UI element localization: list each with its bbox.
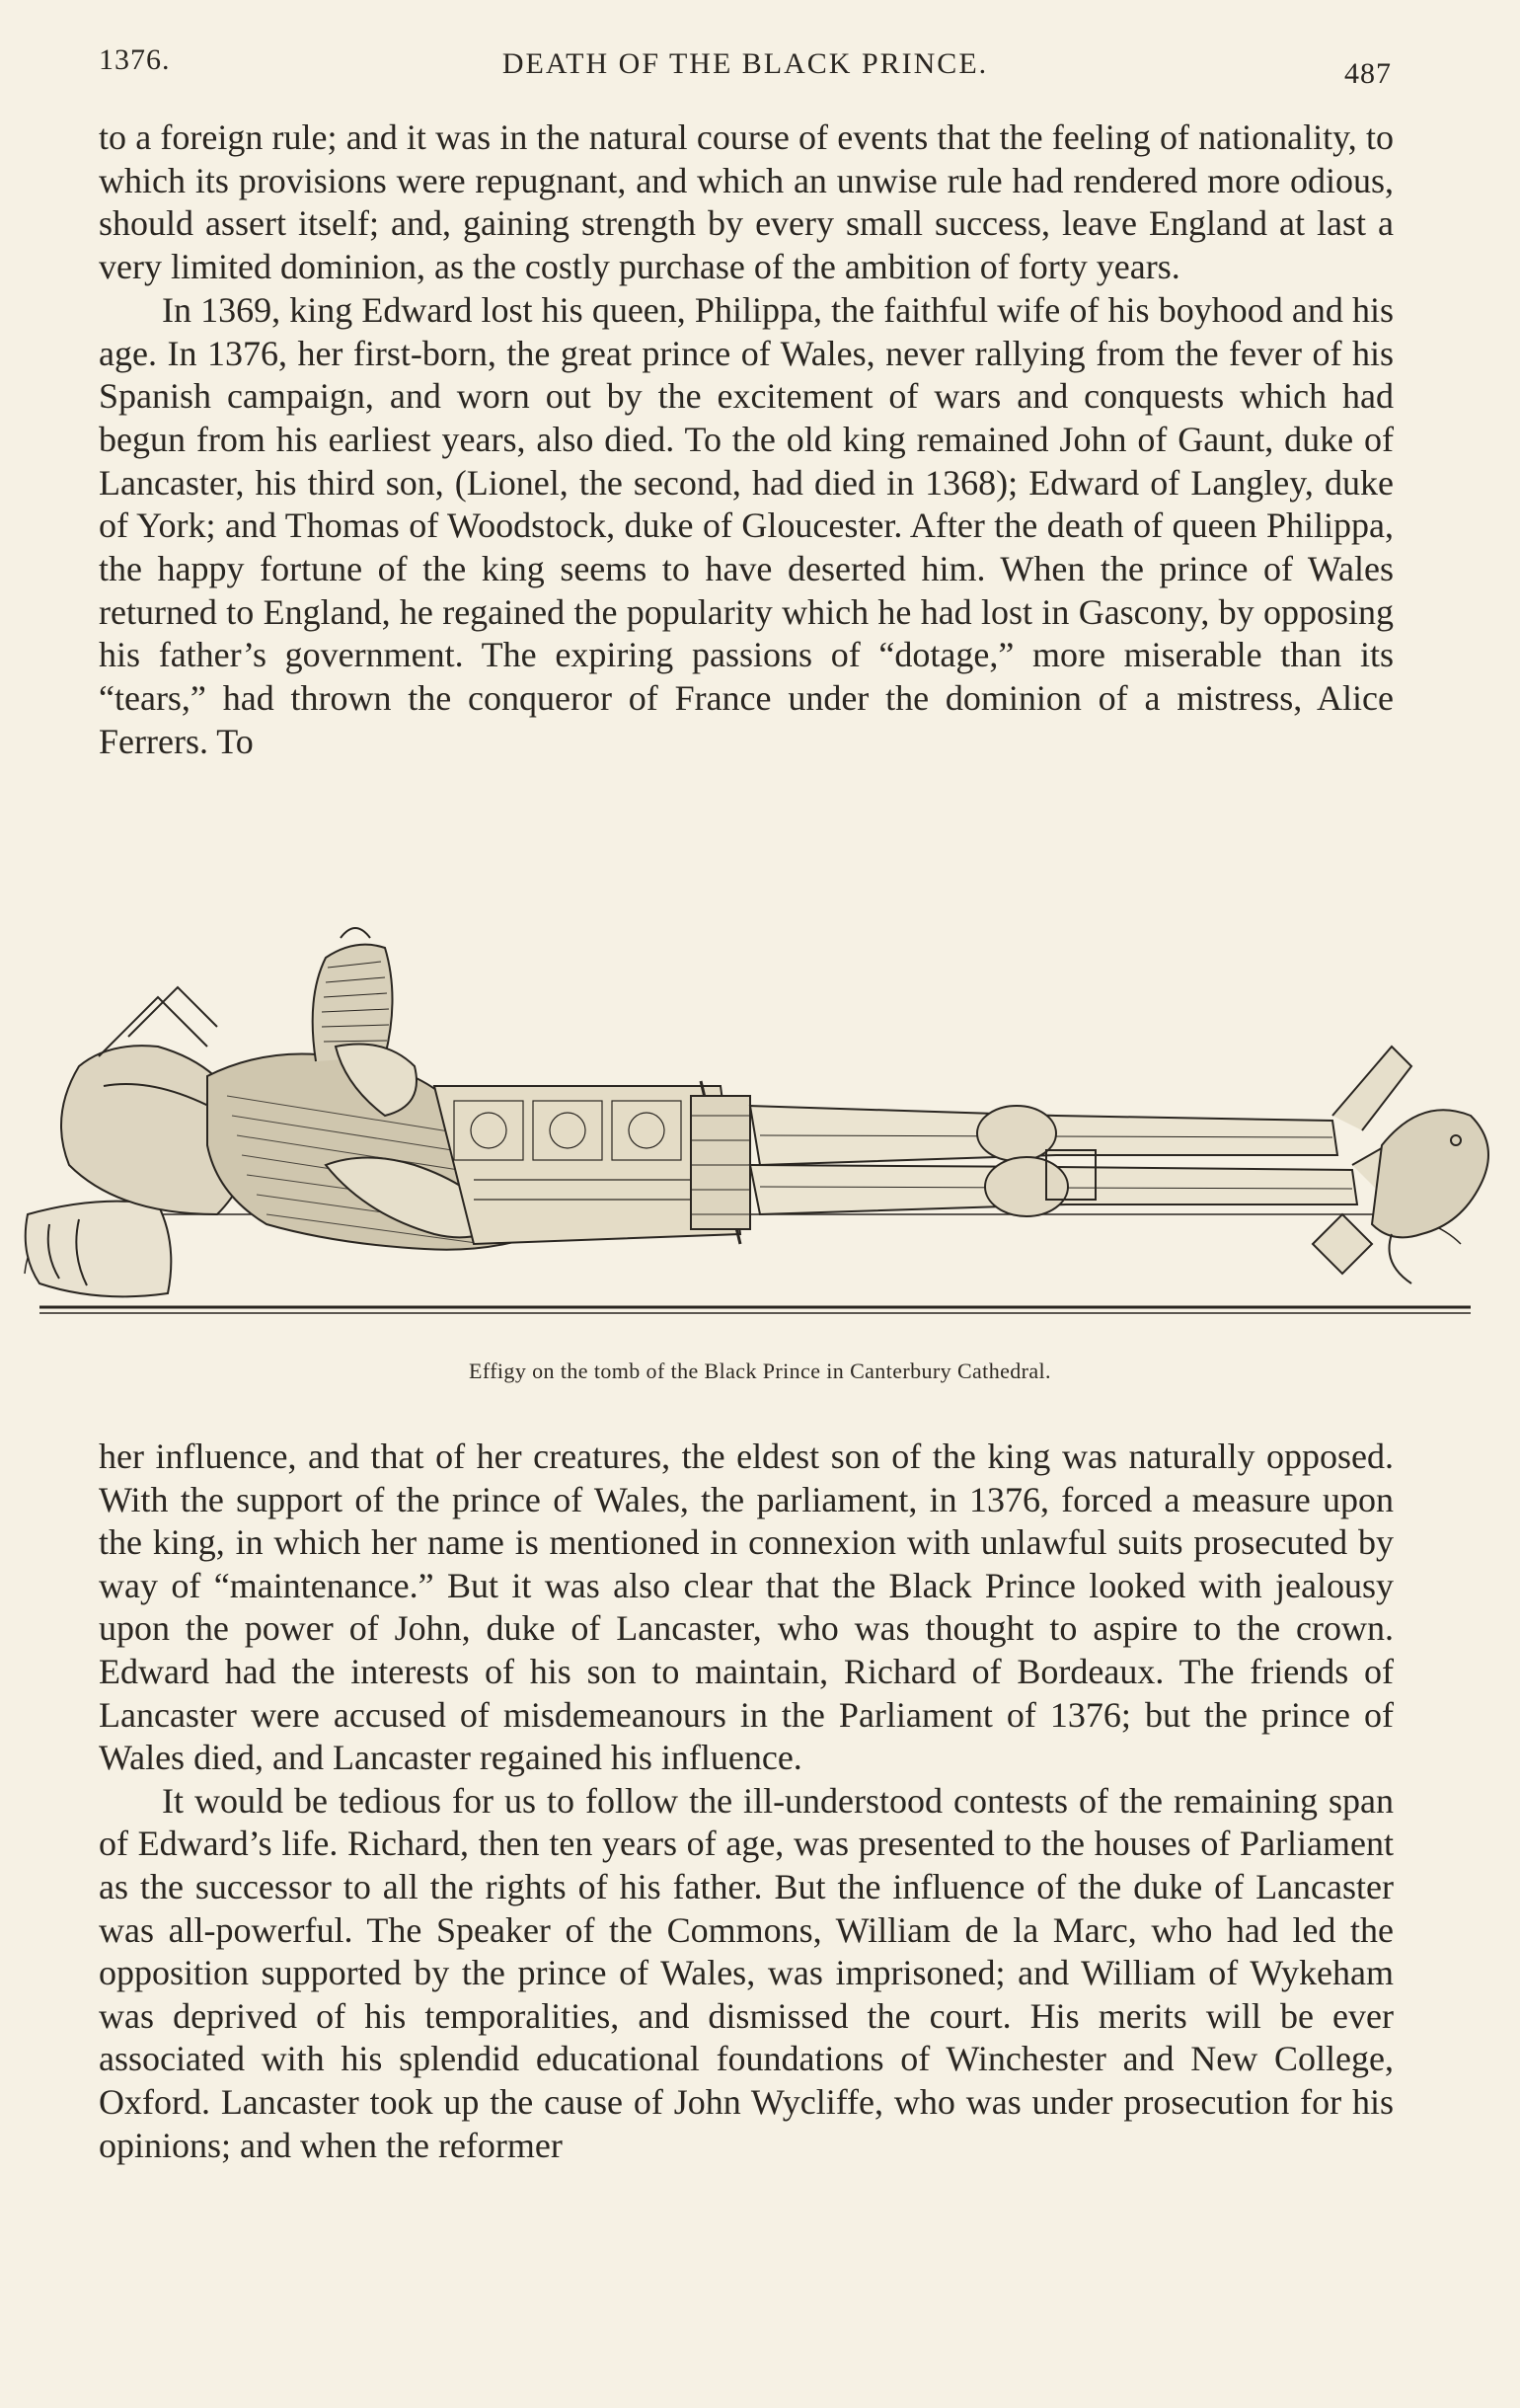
paragraph: to a foreign rule; and it was in the natural course of events that the feeling of nationality, to which its provisions were repugnant, and which an unwise rule had rendered more odious, should assert itself; and, gaining strength by every small success, leave England at last a very limited dominion, as the costly purchase of the ambition of forty years. bbox=[99, 117, 1394, 287]
figure-caption: Effigy on the tomb of the Black Prince in Canterbury Cathedral. bbox=[469, 1359, 1051, 1383]
running-head-title: DEATH OF THE BLACK PRINCE. bbox=[501, 47, 989, 80]
paragraph: her influence, and that of her creatures, the eldest son of the king was naturally opposed. With the support of the prince of Wales, the parliament, in 1376, forced a measure upon the king, in which her name is mentioned in connexion with unlawful suits prosecuted by way of “maintenance.” But it was also clear that the Black Prince looked with jealousy upon the power of John, duke of Lancaster, who was thought to aspire to the crown. Edward had the interests of his son to maintain, Richard of Bordeaux. The friends of Lancaster were accused of misdemeanours in the Parliament of 1376; but the prince of Wales died, and Lancaster regained his influence. bbox=[99, 1437, 1394, 1778]
running-head-year: 1376. bbox=[99, 43, 171, 76]
text-block-top bbox=[99, 117, 1394, 764]
effigy-illustration bbox=[10, 918, 1495, 1333]
page-number: 487 bbox=[1344, 57, 1392, 90]
paragraph: In 1369, king Edward lost his queen, Philippa, the faithful wife of his boyhood and his age. In 1376, her first-born, the great prince of Wales, never rallying from the fever of his Spanish campaign, and worn out by the excitement of wars and conquests which had begun from his earliest years, also died. To the old king remained John of Gaunt, duke of Lancaster, his third son, (Lionel, the second, had died in 1368); Edward of Langley, duke of York; and Thomas of Woodstock, duke of Gloucester. After the death of queen Philippa, the happy fortune of the king seems to have deserted him. When the prince of Wales returned to England, he regained the popularity which he had lost in Gascony, by opposing his father’s government. The expiring passions of “dotage,” more miserable than its “tears,” had thrown the conqueror of France under the dominion of a mistress, Alice Ferrers. To bbox=[99, 289, 1394, 761]
text-block-bottom bbox=[99, 1436, 1394, 2167]
paragraph: It would be tedious for us to follow the ill-understood contests of the remaining span of Edward’s life. Richard, then ten years of age, was presented to the houses of Parliament as the successor to all the rights of his father. But the influence of the duke of Lancaster was all-powerful. The Speaker of the Commons, William de la Marc, who had led the opposition supported by the prince of Wales, was imprisoned; and William of Wykeham was deprived of his temporalities, and dismissed the court. His merits will be ever associated with his splendid educational foundations of Winchester and New College, Oxford. Lancaster took up the cause of John Wycliffe, who was under prosecution for his opinions; and when the reformer bbox=[99, 1780, 1394, 2165]
running-head bbox=[99, 43, 1392, 90]
